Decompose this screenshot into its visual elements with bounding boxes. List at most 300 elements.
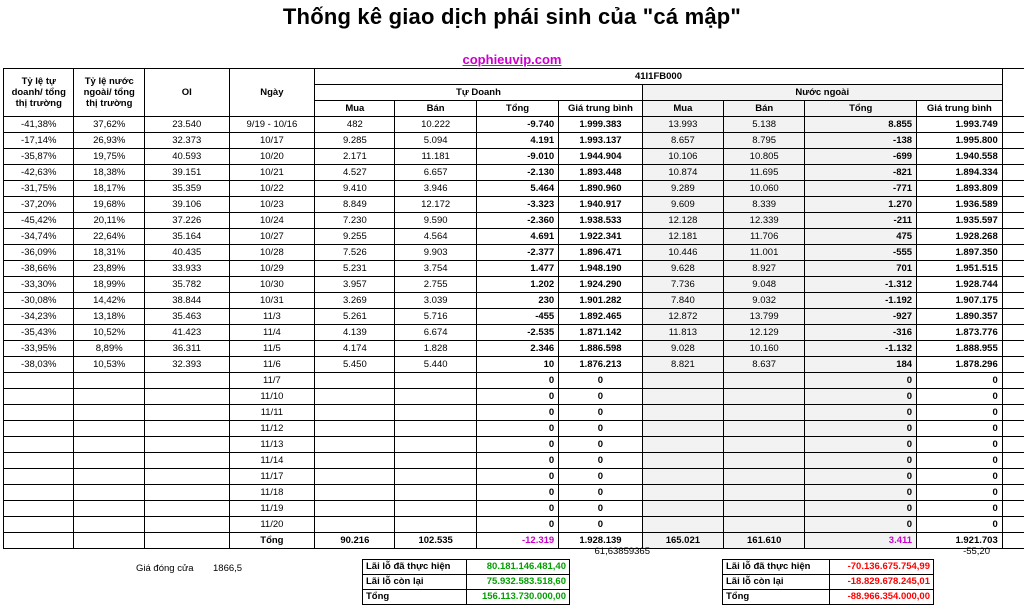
cell-oi: [144, 373, 229, 389]
pnl-nn-total-label: Tổng: [723, 590, 830, 605]
pnl-nn-realized: -70.136.675.754,99: [829, 560, 933, 575]
cell-nn-tong: 0: [805, 453, 917, 469]
cell-td-gia: 1.938.533: [559, 213, 643, 229]
cell-nn-tong: 0: [805, 517, 917, 533]
cell-td-tong: -2.360: [476, 213, 558, 229]
cell-td-gia: 1.940.917: [559, 197, 643, 213]
cell-nuoc-ngoai-ratio: 37,62%: [74, 117, 144, 133]
cell-nn-mua: 12.181: [642, 229, 723, 245]
cell-td-ban: 5.094: [395, 133, 476, 149]
cell-oi: [144, 485, 229, 501]
cell-td-mua: 9.255: [315, 229, 395, 245]
cell-nn-gia: 1.995.800: [917, 133, 1003, 149]
cell-nn-gia: 1.951.515: [917, 261, 1003, 277]
cell-nn-ban: 8.795: [724, 133, 805, 149]
nn-diff-value: -55,20: [963, 546, 990, 557]
table-row: [4, 405, 1024, 421]
cell-nuoc-ngoai-ratio: 13,18%: [74, 309, 144, 325]
cell-nn-mua: 9.628: [642, 261, 723, 277]
page-title: Thống kê giao dịch phái sinh của "cá mập": [282, 4, 742, 29]
cell-nn-mua: 12.872: [642, 309, 723, 325]
cell-td-gia: 1.890.960: [559, 181, 643, 197]
cell-nn-mua: [642, 421, 723, 437]
cell-td-mua: [315, 421, 395, 437]
cell-nn-ban: [724, 501, 805, 517]
cell-td-ban: 10.222: [395, 117, 476, 133]
cell-nn-gia: 0: [917, 469, 1003, 485]
closing-price-value: 1866,5: [213, 563, 243, 574]
cell-td-ban: 9.590: [395, 213, 476, 229]
header-td-ban: Bán: [395, 101, 476, 117]
cell-nn-tong: -316: [805, 325, 917, 341]
cell-nuoc-ngoai-ratio: 18,17%: [74, 181, 144, 197]
cell-extra: [1002, 389, 1024, 405]
cell-td-mua: 5.261: [315, 309, 395, 325]
cell-td-mua: [315, 469, 395, 485]
table-row: [4, 261, 1024, 277]
cell-td-ban: [395, 517, 476, 533]
cell-td-mua: 9.410: [315, 181, 395, 197]
cell-oi: 35.463: [144, 309, 229, 325]
cell-nn-gia: 1.940.558: [917, 149, 1003, 165]
total-nn-gia: 1.921.703: [917, 533, 1003, 549]
cell-nn-gia: 0: [917, 517, 1003, 533]
cell-oi: 41.423: [144, 325, 229, 341]
header-nuoc-ngoai-ratio: Tỷ lệ nước ngoài/ tổng thị trường: [74, 69, 144, 117]
cell-td-ban: 3.039: [395, 293, 476, 309]
table-row: [4, 437, 1024, 453]
cell-td-tong: -455: [476, 309, 558, 325]
cell-nn-tong: -699: [805, 149, 917, 165]
cell-nn-ban: [724, 421, 805, 437]
cell-date: 10/27: [229, 229, 315, 245]
cell-date: 10/29: [229, 261, 315, 277]
cell-td-tong: 0: [476, 389, 558, 405]
table-row: [4, 517, 1024, 533]
cell-td-gia: 0: [559, 453, 643, 469]
cell-oi: [144, 517, 229, 533]
cell-td-gia: 1.922.341: [559, 229, 643, 245]
cell-tu-doanh-ratio: [4, 405, 74, 421]
cell-extra: [1002, 261, 1024, 277]
cell-nn-gia: 1.888.955: [917, 341, 1003, 357]
cell-td-gia: 1.999.383: [559, 117, 643, 133]
cell-td-gia: 1.892.465: [559, 309, 643, 325]
cell-nn-gia: 1.873.776: [917, 325, 1003, 341]
cell-date: 11/17: [229, 469, 315, 485]
cell-nuoc-ngoai-ratio: [74, 501, 144, 517]
pnl-nuoc-ngoai: [722, 559, 934, 605]
cell-extra: [1002, 213, 1024, 229]
table-row: [4, 309, 1024, 325]
cell-date: 10/21: [229, 165, 315, 181]
cell-td-mua: 7.526: [315, 245, 395, 261]
cell-td-ban: 3.754: [395, 261, 476, 277]
table-row: [4, 117, 1024, 133]
cell-td-gia: 0: [559, 373, 643, 389]
cell-td-ban: [395, 437, 476, 453]
cell-nuoc-ngoai-ratio: [74, 437, 144, 453]
cell-nn-gia: 1.928.744: [917, 277, 1003, 293]
cell-nn-ban: [724, 437, 805, 453]
total-td-gia: 1.928.139: [559, 533, 643, 549]
cell-extra: [1002, 469, 1024, 485]
cell-td-tong: 0: [476, 437, 558, 453]
cell-td-ban: 6.657: [395, 165, 476, 181]
cell-date: 11/14: [229, 453, 315, 469]
cell-nn-tong: 0: [805, 389, 917, 405]
cell-td-ban: 6.674: [395, 325, 476, 341]
header-td-mua: Mua: [315, 101, 395, 117]
pnl-td-realized: 80.181.146.481,40: [466, 560, 569, 575]
cell-tu-doanh-ratio: -35,43%: [4, 325, 74, 341]
cell-nn-tong: -211: [805, 213, 917, 229]
cell-td-mua: 4.139: [315, 325, 395, 341]
cell-oi: 33.933: [144, 261, 229, 277]
cell-date: 11/6: [229, 357, 315, 373]
cell-td-mua: 2.171: [315, 149, 395, 165]
cell-td-tong: -2.535: [476, 325, 558, 341]
cell-td-tong: 2.346: [476, 341, 558, 357]
cell-date: 11/3: [229, 309, 315, 325]
closing-price-label: Giá đóng cửa: [136, 563, 194, 574]
cell-nn-gia: 0: [917, 373, 1003, 389]
cell-td-mua: 4.174: [315, 341, 395, 357]
cell-nuoc-ngoai-ratio: [74, 421, 144, 437]
cell-date: 11/19: [229, 501, 315, 517]
cell-nn-ban: 11.001: [724, 245, 805, 261]
cell-nuoc-ngoai-ratio: 14,42%: [74, 293, 144, 309]
cell-nn-tong: -1.192: [805, 293, 917, 309]
cell-nn-mua: [642, 501, 723, 517]
cell-td-gia: 0: [559, 421, 643, 437]
cell-td-mua: [315, 501, 395, 517]
cell-date: 11/4: [229, 325, 315, 341]
cell-td-tong: 0: [476, 485, 558, 501]
cell-nuoc-ngoai-ratio: 18,31%: [74, 245, 144, 261]
cell-date: 9/19 - 10/16: [229, 117, 315, 133]
cell-td-ban: [395, 485, 476, 501]
cell-nn-gia: 0: [917, 405, 1003, 421]
cell-td-tong: 0: [476, 421, 558, 437]
cell-nn-tong: 0: [805, 437, 917, 453]
cell-nn-gia: 1.894.334: [917, 165, 1003, 181]
cell-extra: [1002, 181, 1024, 197]
pnl-tu-doanh: [362, 559, 570, 605]
cell-tu-doanh-ratio: -31,75%: [4, 181, 74, 197]
pnl-td-total-label: Tổng: [363, 590, 467, 605]
cell-td-mua: 5.450: [315, 357, 395, 373]
cell-oi: [144, 421, 229, 437]
cell-nn-gia: 0: [917, 485, 1003, 501]
table-row: [4, 469, 1024, 485]
cell-oi: 32.373: [144, 133, 229, 149]
cell-tu-doanh-ratio: -45,42%: [4, 213, 74, 229]
cell-nn-gia: 0: [917, 453, 1003, 469]
cell-nn-mua: [642, 485, 723, 501]
cell-date: 11/11: [229, 405, 315, 421]
cell-tu-doanh-ratio: -33,95%: [4, 341, 74, 357]
cell-oi: 32.393: [144, 357, 229, 373]
cell-td-tong: 0: [476, 469, 558, 485]
cell-nn-ban: 10.160: [724, 341, 805, 357]
cell-td-gia: 0: [559, 437, 643, 453]
cell-nn-gia: 0: [917, 389, 1003, 405]
pnl-td-remaining: 75.932.583.518,60: [466, 575, 569, 590]
pnl-td-realized-label: Lãi lỗ đã thực hiện: [363, 560, 467, 575]
cell-nuoc-ngoai-ratio: [74, 373, 144, 389]
cell-extra: [1002, 309, 1024, 325]
cell-oi: 39.151: [144, 165, 229, 181]
header-nn-mua: Mua: [642, 101, 723, 117]
cell-tu-doanh-ratio: -34,74%: [4, 229, 74, 245]
header-oi: OI: [144, 69, 229, 117]
cell-nn-tong: -771: [805, 181, 917, 197]
cell-nn-gia: 0: [917, 421, 1003, 437]
cell-nuoc-ngoai-ratio: 10,52%: [74, 325, 144, 341]
cell-td-ban: 5.716: [395, 309, 476, 325]
cell-td-mua: 7.230: [315, 213, 395, 229]
cell-td-mua: [315, 373, 395, 389]
cell-nn-gia: 1.897.350: [917, 245, 1003, 261]
cell-td-mua: [315, 485, 395, 501]
table-row: [4, 181, 1024, 197]
cell-extra: [1002, 293, 1024, 309]
cell-nn-gia: 1.893.809: [917, 181, 1003, 197]
cell-nn-tong: -821: [805, 165, 917, 181]
cell-oi: 39.106: [144, 197, 229, 213]
cell-nn-tong: -927: [805, 309, 917, 325]
cell-oi: 37.226: [144, 213, 229, 229]
pnl-nn-realized-label: Lãi lỗ đã thực hiện: [723, 560, 830, 575]
total-nn-ban: 161.610: [724, 533, 805, 549]
cell-nuoc-ngoai-ratio: 8,89%: [74, 341, 144, 357]
cell-tu-doanh-ratio: [4, 517, 74, 533]
total-td-mua: 90.216: [315, 533, 395, 549]
cell-tu-doanh-ratio: [4, 421, 74, 437]
cell-oi: 35.782: [144, 277, 229, 293]
cell-extra: [1002, 165, 1024, 181]
cell-td-mua: 9.285: [315, 133, 395, 149]
cell-nn-ban: [724, 485, 805, 501]
header-ngay: Ngày: [229, 69, 315, 117]
cell-extra: [1002, 405, 1024, 421]
cell-nn-mua: [642, 373, 723, 389]
cell-oi: [144, 453, 229, 469]
cell-oi: 35.359: [144, 181, 229, 197]
cell-nn-gia: 1.935.597: [917, 213, 1003, 229]
cell-extra: [1002, 437, 1024, 453]
cell-td-tong: 230: [476, 293, 558, 309]
cell-tu-doanh-ratio: -30,08%: [4, 293, 74, 309]
cell-nn-ban: [724, 405, 805, 421]
cell-tu-doanh-ratio: -34,23%: [4, 309, 74, 325]
cell-nn-gia: 0: [917, 437, 1003, 453]
cell-extra: [1002, 117, 1024, 133]
header-nn-ban: Bán: [724, 101, 805, 117]
table-row: [4, 165, 1024, 181]
cell-nn-tong: 0: [805, 485, 917, 501]
cell-extra: [1002, 277, 1024, 293]
cell-td-tong: 4.191: [476, 133, 558, 149]
cell-date: 10/17: [229, 133, 315, 149]
cell-tu-doanh-ratio: [4, 469, 74, 485]
cell-nn-ban: 13.799: [724, 309, 805, 325]
cell-td-gia: 1.948.190: [559, 261, 643, 277]
cell-nn-ban: [724, 517, 805, 533]
cell-nn-gia: 0: [917, 501, 1003, 517]
cell-nn-ban: [724, 389, 805, 405]
cell-td-gia: 1.876.213: [559, 357, 643, 373]
header-nuoc-ngoai: Nước ngoài: [642, 85, 1002, 101]
total-td-tong: -12.319: [476, 533, 558, 549]
cell-nn-mua: 8.821: [642, 357, 723, 373]
cell-tu-doanh-ratio: [4, 389, 74, 405]
cell-td-tong: 0: [476, 453, 558, 469]
cell-nn-tong: 184: [805, 357, 917, 373]
cell-nuoc-ngoai-ratio: [74, 485, 144, 501]
cell-date: 11/5: [229, 341, 315, 357]
cell-tu-doanh-ratio: [4, 501, 74, 517]
cell-date: 10/20: [229, 149, 315, 165]
header-td-gia: Giá trung bình: [559, 101, 643, 117]
header-td-tong: Tổng: [476, 101, 558, 117]
cell-tu-doanh-ratio: -35,87%: [4, 149, 74, 165]
cell-nn-ban: [724, 469, 805, 485]
cell-nn-mua: 7.840: [642, 293, 723, 309]
cell-nuoc-ngoai-ratio: 19,75%: [74, 149, 144, 165]
cell-td-gia: 1.871.142: [559, 325, 643, 341]
pnl-nn-remaining: -18.829.678.245,01: [829, 575, 933, 590]
cell-td-gia: 0: [559, 501, 643, 517]
cell-oi: 35.164: [144, 229, 229, 245]
cell-td-tong: -2.130: [476, 165, 558, 181]
cell-td-ban: 3.946: [395, 181, 476, 197]
cell-extra: [1002, 357, 1024, 373]
cell-nuoc-ngoai-ratio: [74, 453, 144, 469]
cell-extra: [1002, 133, 1024, 149]
cell-td-mua: 3.269: [315, 293, 395, 309]
cell-nn-ban: 9.032: [724, 293, 805, 309]
pnl-td-remaining-label: Lãi lỗ còn lại: [363, 575, 467, 590]
total-label: Tổng: [229, 533, 315, 549]
cell-tu-doanh-ratio: -17,14%: [4, 133, 74, 149]
cell-extra: [1002, 197, 1024, 213]
cell-td-gia: 1.924.290: [559, 277, 643, 293]
cell-tu-doanh-ratio: -37,20%: [4, 197, 74, 213]
cell-tu-doanh-ratio: [4, 453, 74, 469]
cell-nn-tong: -1.312: [805, 277, 917, 293]
cell-nn-ban: 5.138: [724, 117, 805, 133]
cell-td-ban: 9.903: [395, 245, 476, 261]
cell-td-mua: 482: [315, 117, 395, 133]
cell-date: 11/7: [229, 373, 315, 389]
cell-td-ban: 2.755: [395, 277, 476, 293]
cell-nn-tong: -555: [805, 245, 917, 261]
cell-nn-tong: 701: [805, 261, 917, 277]
cell-nn-ban: 10.805: [724, 149, 805, 165]
cell-td-ban: 12.172: [395, 197, 476, 213]
cell-nn-gia: 1.993.749: [917, 117, 1003, 133]
cell-oi: [144, 501, 229, 517]
cell-nn-ban: 8.927: [724, 261, 805, 277]
cell-td-mua: [315, 437, 395, 453]
cell-oi: 40.593: [144, 149, 229, 165]
cell-extra: [1002, 421, 1024, 437]
cell-date: 11/20: [229, 517, 315, 533]
cell-nn-gia: 1.936.589: [917, 197, 1003, 213]
cell-td-ban: 5.440: [395, 357, 476, 373]
cell-date: 11/10: [229, 389, 315, 405]
cell-td-gia: 1.901.282: [559, 293, 643, 309]
cell-date: 10/24: [229, 213, 315, 229]
cell-nn-mua: [642, 389, 723, 405]
cell-td-tong: 1.477: [476, 261, 558, 277]
cell-td-tong: 0: [476, 405, 558, 421]
table-row: [4, 149, 1024, 165]
table-row: [4, 245, 1024, 261]
cell-nn-tong: 0: [805, 373, 917, 389]
cell-nuoc-ngoai-ratio: 26,93%: [74, 133, 144, 149]
cell-date: 11/13: [229, 437, 315, 453]
cell-td-ban: 4.564: [395, 229, 476, 245]
cell-oi: 23.540: [144, 117, 229, 133]
table-row: [4, 325, 1024, 341]
cell-nn-tong: -138: [805, 133, 917, 149]
cell-td-tong: 0: [476, 373, 558, 389]
cell-nn-mua: 9.289: [642, 181, 723, 197]
cell-td-gia: 0: [559, 469, 643, 485]
cell-date: 10/31: [229, 293, 315, 309]
cell-nuoc-ngoai-ratio: 19,68%: [74, 197, 144, 213]
cell-nn-tong: 0: [805, 469, 917, 485]
cell-extra: [1002, 373, 1024, 389]
cell-nn-gia: 1.878.296: [917, 357, 1003, 373]
cell-tu-doanh-ratio: -33,30%: [4, 277, 74, 293]
cell-nn-ban: 9.048: [724, 277, 805, 293]
td-diff-value: 61,63859365: [594, 546, 650, 557]
header-extra: [1002, 69, 1024, 117]
cell-td-tong: -9.010: [476, 149, 558, 165]
cell-nn-mua: 12.128: [642, 213, 723, 229]
cell-td-tong: -9.740: [476, 117, 558, 133]
cell-td-mua: 8.849: [315, 197, 395, 213]
cell-date: 10/30: [229, 277, 315, 293]
table-row: [4, 501, 1024, 517]
cell-tu-doanh-ratio: [4, 485, 74, 501]
cell-nn-tong: 475: [805, 229, 917, 245]
cell-nuoc-ngoai-ratio: [74, 517, 144, 533]
cell-td-tong: 10: [476, 357, 558, 373]
cell-nn-mua: 9.028: [642, 341, 723, 357]
cell-nn-mua: 8.657: [642, 133, 723, 149]
cell-td-ban: [395, 373, 476, 389]
cell-td-ban: [395, 469, 476, 485]
header-tu-doanh-ratio: Tỷ lệ tự doanh/ tổng thị trường: [4, 69, 74, 117]
cell-td-ban: 11.181: [395, 149, 476, 165]
cell-tu-doanh-ratio: [4, 437, 74, 453]
cell-nn-mua: [642, 469, 723, 485]
cell-td-mua: 5.231: [315, 261, 395, 277]
table-row: [4, 133, 1024, 149]
cell-td-mua: [315, 389, 395, 405]
cell-date: 11/12: [229, 421, 315, 437]
cell-td-mua: [315, 405, 395, 421]
site-link[interactable]: cophieuvip.com: [462, 52, 562, 67]
cell-td-tong: 0: [476, 501, 558, 517]
cell-nuoc-ngoai-ratio: 10,53%: [74, 357, 144, 373]
cell-extra: [1002, 501, 1024, 517]
